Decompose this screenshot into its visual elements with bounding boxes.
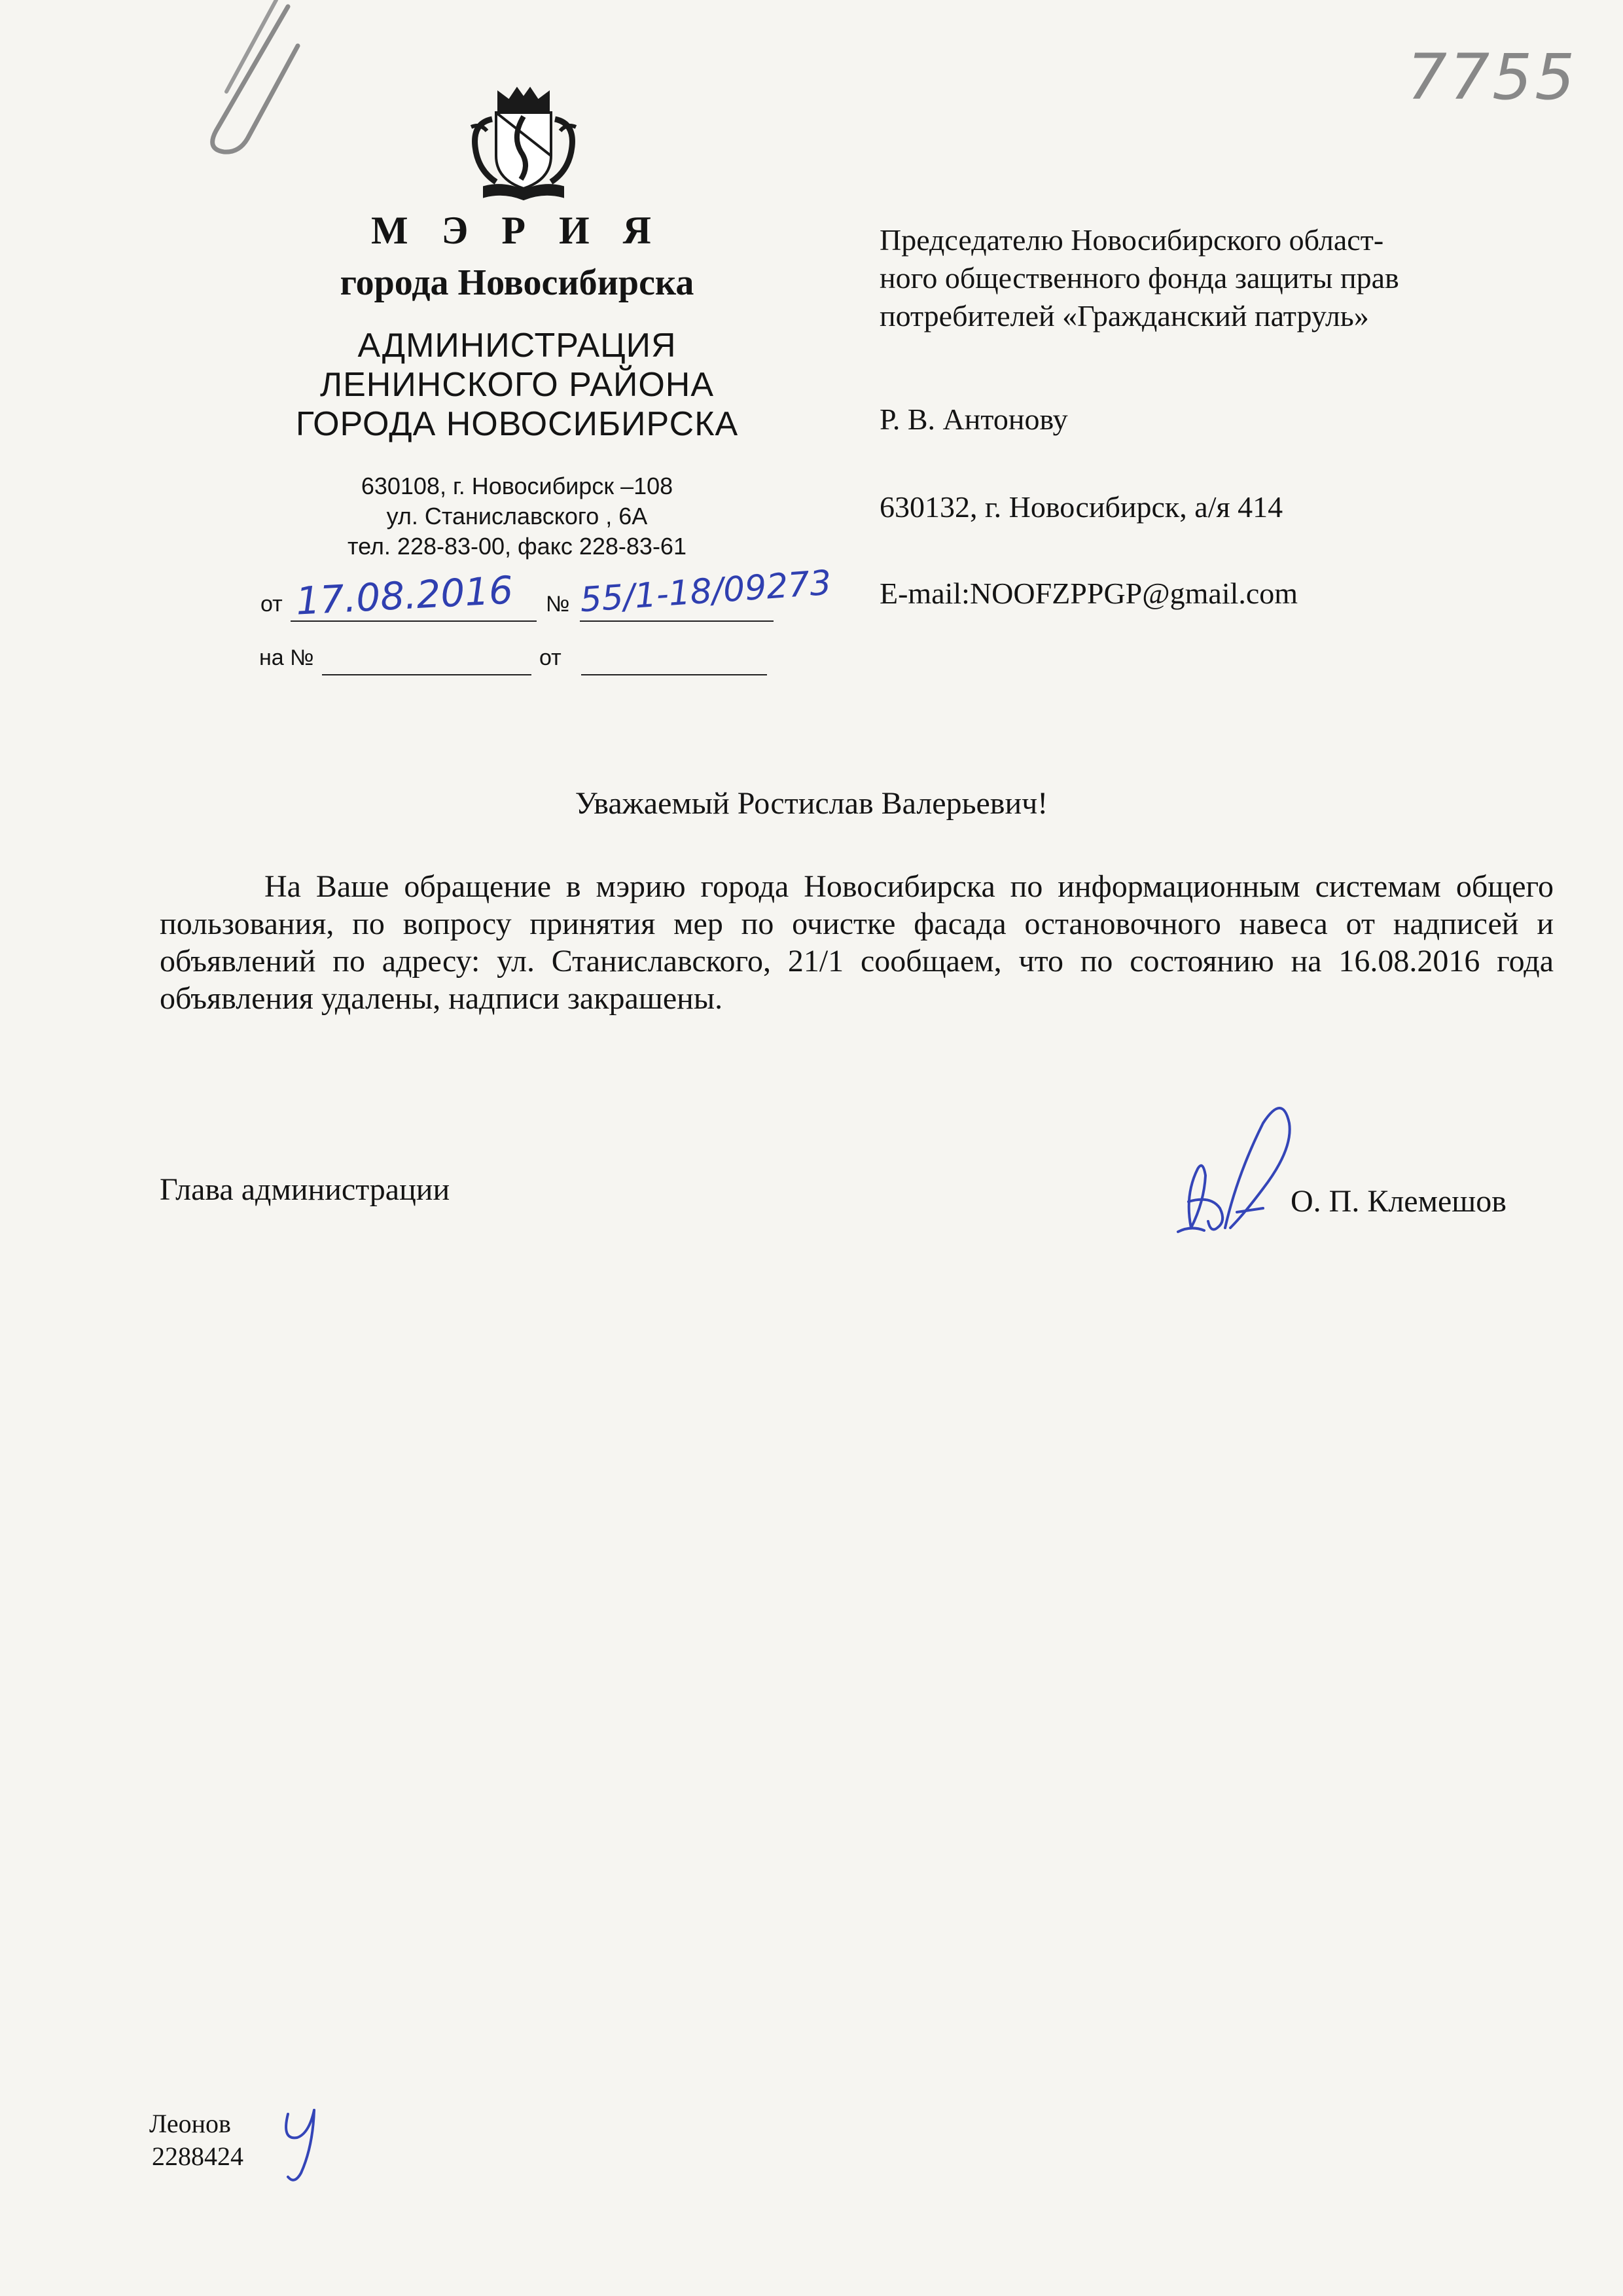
- department-line-3: ГОРОДА НОВОСИБИРСКА: [295, 405, 739, 443]
- paper-clip-icon: [190, 0, 301, 157]
- salutation: Уважаемый Ростислав Валерьевич!: [575, 786, 1048, 821]
- executor-initials-signature: [275, 2101, 334, 2186]
- coat-of-arms-emblem: [458, 84, 589, 203]
- org-title: М Э Р И Я: [371, 209, 663, 252]
- reply-to-label: на №: [259, 645, 314, 670]
- reply-from-label: от: [539, 645, 562, 670]
- address-line-3: тел. 228-83-00, факс 228-83-61: [348, 533, 687, 560]
- reply-date-line: [581, 674, 767, 675]
- ref-from-label: от: [260, 592, 283, 617]
- letter-body: На Ваше обращение в мэрию города Новосибирска по информационным системам общего пользования, по вопросу принятия мер по очистке фасада остановочного навеса от надписей и объявлений по адресу: ул. Станиславского, 21/1 сообщаем, что по состоянию на 16.08.2016 года объявления удалены, надписи закрашены.: [160, 869, 1554, 1016]
- signatory-name: О. П. Клемешов: [1291, 1184, 1507, 1219]
- executor-name: Леонов: [149, 2109, 231, 2138]
- ref-number-handwritten: 55/1-18/09273: [579, 563, 833, 620]
- address-line-1: 630108, г. Новосибирск –108: [361, 473, 673, 499]
- recipient-line-2: ного общественного фонда защиты прав: [880, 261, 1399, 295]
- recipient-name: Р. В. Антонову: [880, 403, 1068, 436]
- ref-number-line: [580, 620, 774, 622]
- department-line-1: АДМИНИСТРАЦИЯ: [357, 327, 677, 365]
- recipient-address: 630132, г. Новосибирск, а/я 414: [880, 490, 1283, 524]
- recipient-block: [880, 221, 1554, 335]
- executor-phone: 2288424: [152, 2142, 243, 2171]
- registration-stamp-number: 7755: [1407, 41, 1578, 114]
- recipient-line-3: потребителей «Гражданский патруль»: [880, 299, 1369, 332]
- department-name: [275, 326, 759, 444]
- address-line-2: ул. Станиславского , 6А: [386, 503, 648, 529]
- sender-address: [275, 471, 759, 562]
- reply-number-line: [322, 674, 531, 675]
- recipient-email: E-mail:NOOFZPPGP@gmail.com: [880, 577, 1298, 610]
- signatory-title: Глава администрации: [160, 1172, 450, 1207]
- handwritten-signature: [1165, 1097, 1309, 1247]
- ref-number-label: №: [546, 592, 570, 617]
- ref-date-handwritten: 17.08.2016: [294, 567, 514, 624]
- recipient-line-1: Председателю Новосибирского област-: [880, 223, 1384, 257]
- department-line-2: ЛЕНИНСКОГО РАЙОНА: [319, 366, 715, 404]
- org-city: города Новосибирска: [340, 262, 694, 303]
